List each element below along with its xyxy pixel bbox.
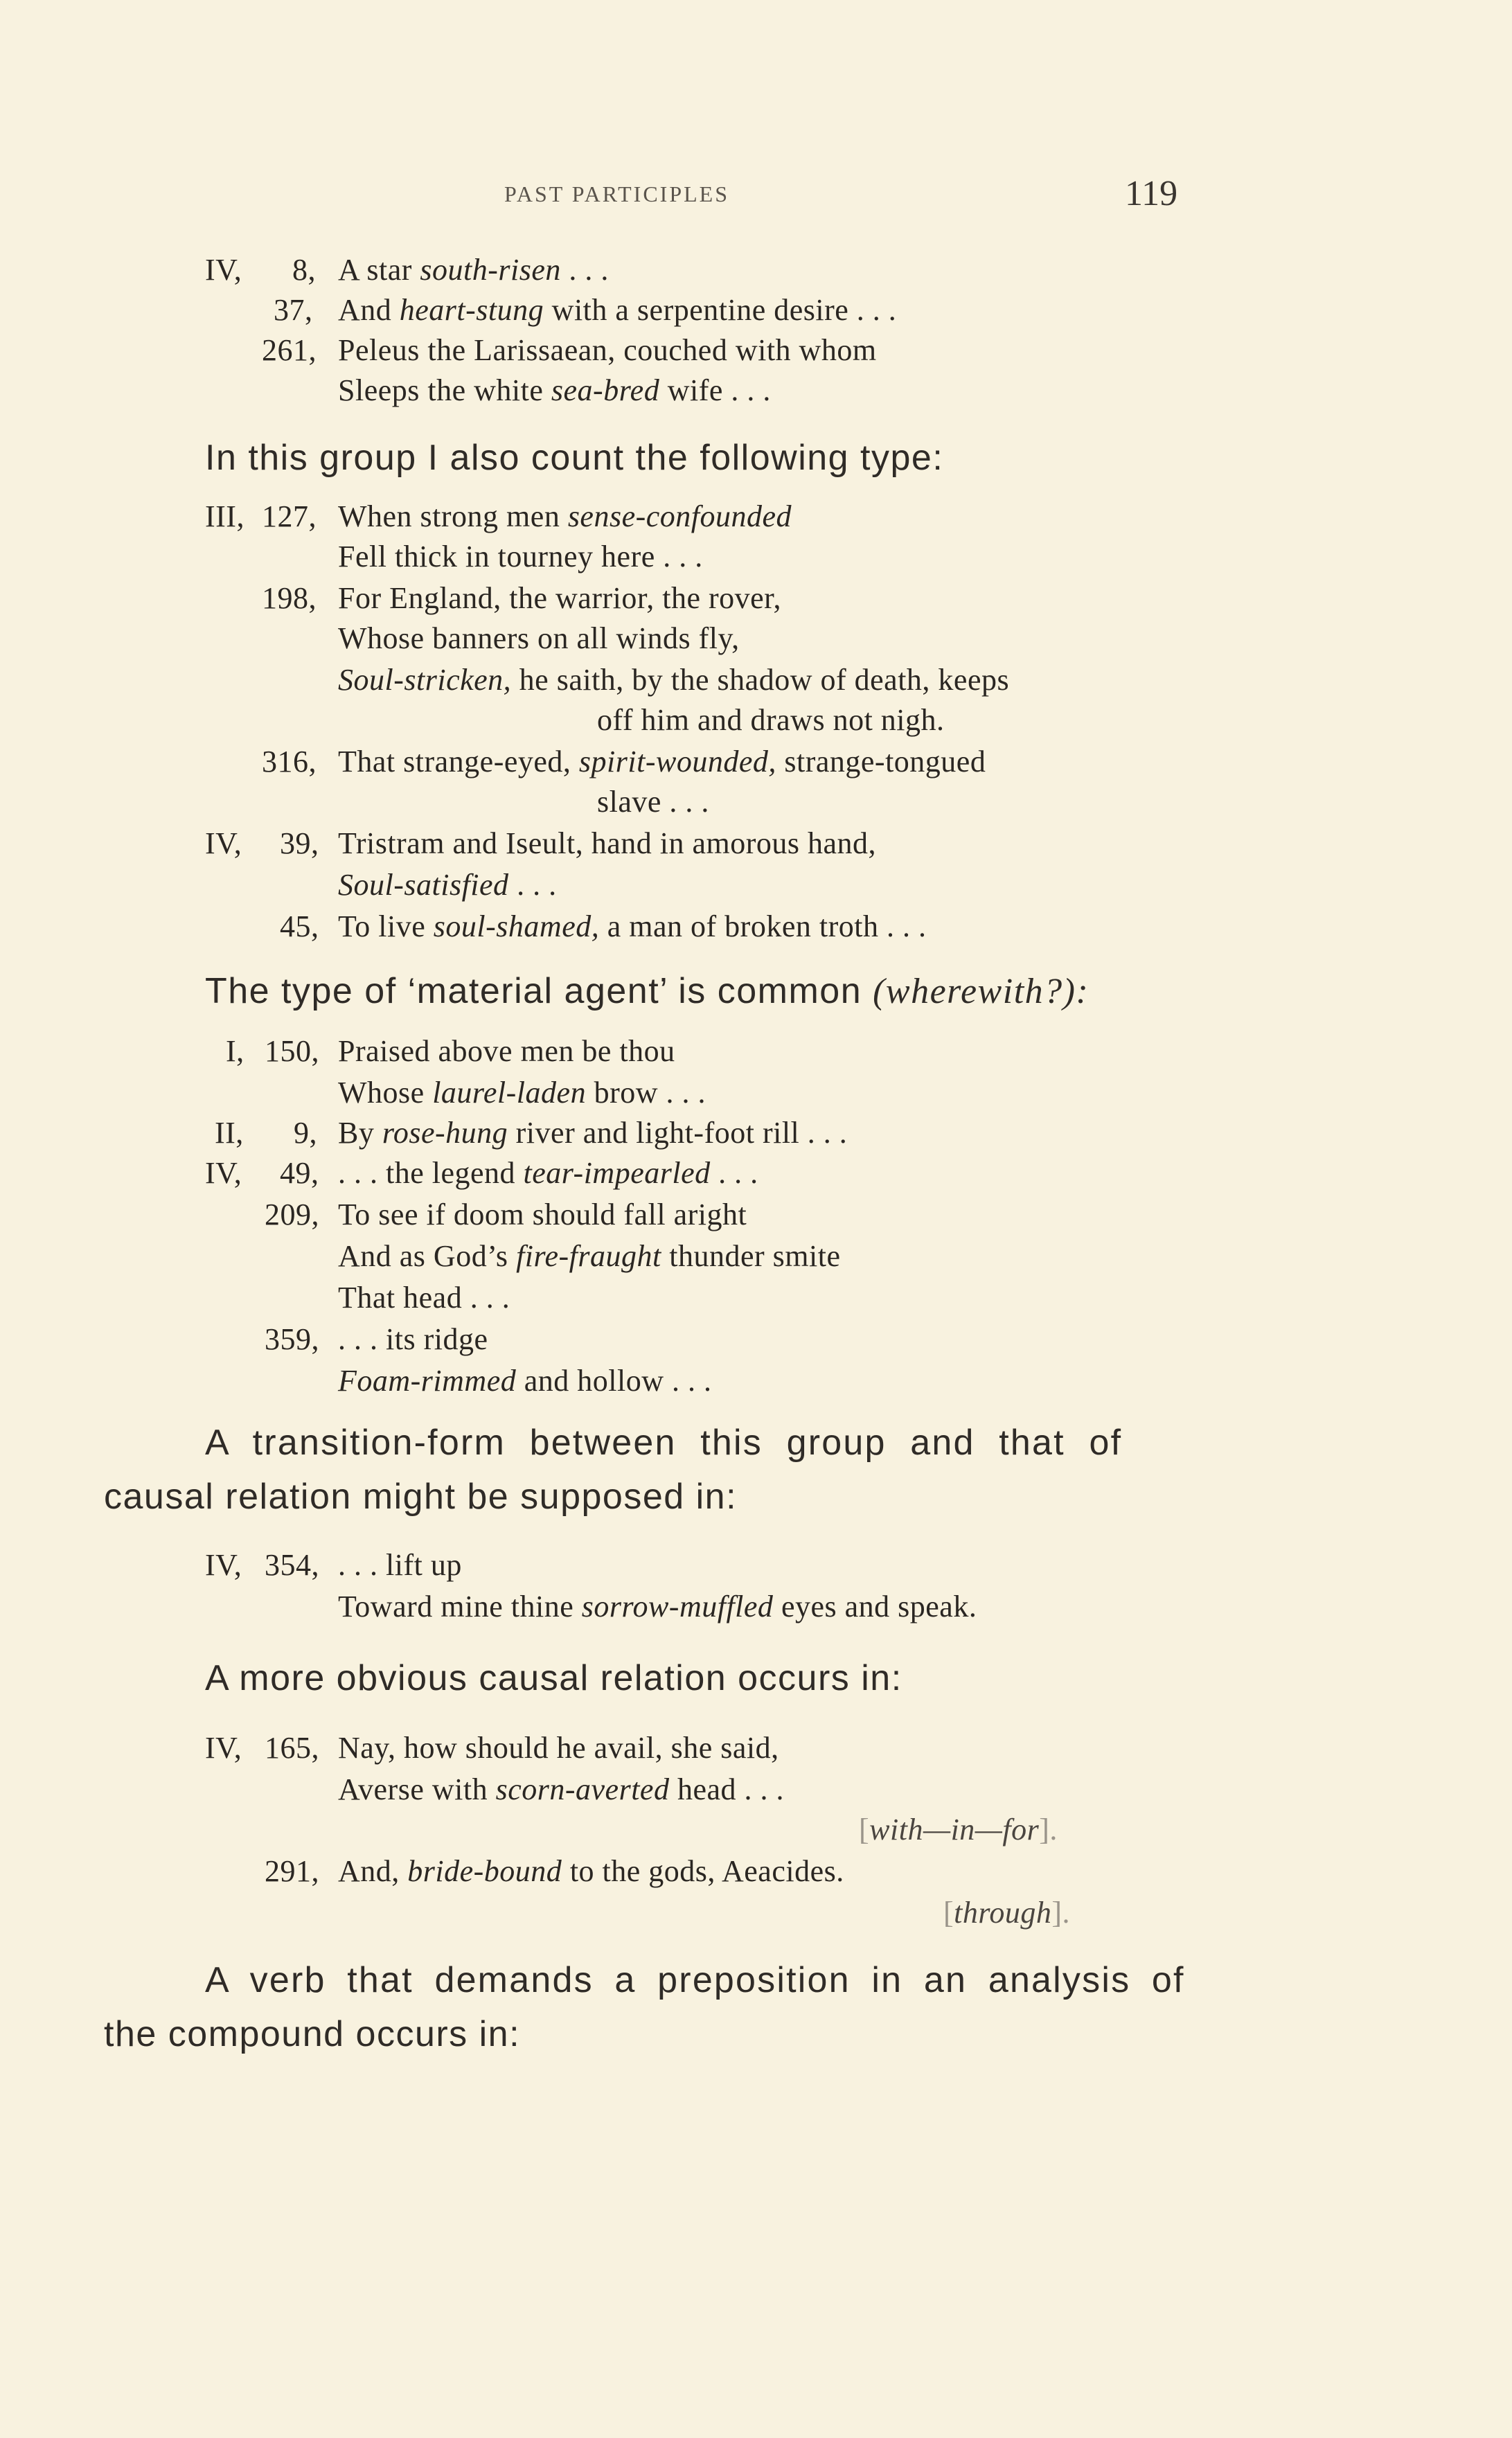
quote-line: . . . the legend tear-impearled . . . — [338, 1156, 758, 1190]
citation-line — [205, 1154, 242, 1193]
citation-line — [274, 291, 313, 330]
citation-line — [280, 1154, 319, 1193]
compound-word: fire-fraught — [516, 1239, 661, 1273]
prose-line: A verb that demands a preposition in an analysis of — [205, 1960, 1185, 2000]
quote-line: To live soul-shamed, a man of broken troth . . . — [338, 909, 927, 943]
book-ref: I, — [226, 1034, 244, 1068]
quote-line: When strong men sense-confounded — [338, 499, 792, 533]
compound-word: sense-confounded — [567, 499, 792, 533]
citation-line — [205, 251, 242, 290]
citation-line — [226, 1032, 244, 1071]
line-ref: 8, — [292, 253, 316, 287]
quote-line: off him and draws not nigh. — [597, 703, 945, 737]
citation-line — [265, 1195, 319, 1234]
citation-line — [205, 497, 244, 536]
gloss-note: [with—in—for]. — [859, 1813, 1058, 1847]
compound-word: heart-stung — [399, 293, 544, 327]
quote-line: . . . its ridge — [338, 1322, 488, 1356]
compound-word: sea-bred — [551, 373, 660, 407]
line-ref: 165, — [265, 1731, 319, 1765]
citation-line — [205, 1729, 242, 1768]
running-header: PAST PARTICIPLES — [504, 181, 730, 206]
line-ref: 261, — [262, 333, 317, 367]
book-ref: IV, — [205, 1548, 242, 1582]
quote-line: And, bride-bound to the gods, Aeacides. — [338, 1854, 844, 1888]
quote-line: Fell thick in tourney here . . . — [338, 540, 703, 573]
line-ref: 359, — [265, 1322, 319, 1356]
citation-line — [294, 1114, 317, 1153]
book-ref: IV, — [205, 253, 242, 287]
citation-line — [205, 824, 242, 863]
compound-word: bride-bound — [407, 1854, 562, 1888]
book-ref: III, — [205, 499, 244, 533]
quote-line: Foam-rimmed and hollow . . . — [338, 1364, 712, 1398]
quote-line: Whose banners on all winds fly, — [338, 621, 740, 655]
compound-word: rose-hung — [382, 1116, 508, 1150]
quote-line: Praised above men be thou — [338, 1034, 675, 1068]
compound-word: south-risen — [420, 253, 561, 287]
line-ref: 354, — [265, 1548, 319, 1582]
citation-line — [280, 907, 319, 946]
line-ref: 198, — [262, 581, 317, 615]
quote-line: By rose-hung river and light-foot rill . . . — [338, 1116, 848, 1150]
quote-line: Whose laurel-laden brow . . . — [338, 1076, 706, 1110]
citation-line — [265, 1729, 319, 1768]
page-number: 119 — [1125, 174, 1178, 213]
quote-line: slave . . . — [597, 785, 709, 819]
citation-line — [265, 1320, 319, 1359]
quote-line: And heart-stung with a serpentine desire . . . — [338, 293, 897, 327]
quote-line: Sleeps the white sea-bred wife . . . — [338, 373, 771, 407]
line-ref: 45, — [280, 909, 319, 943]
citation-line — [265, 1546, 319, 1585]
line-ref: 49, — [280, 1156, 319, 1190]
prose-emphasis: (wherewith?): — [873, 972, 1089, 1011]
compound-word: Foam-rimmed — [338, 1364, 517, 1398]
citation-line — [205, 1546, 242, 1585]
line-ref: 127, — [262, 499, 317, 533]
prose-line: the compound occurs in: — [104, 2014, 521, 2054]
line-ref: 37, — [274, 293, 313, 327]
compound-word: scorn-averted — [495, 1772, 670, 1806]
citation-line — [265, 1032, 319, 1071]
quote-line: . . . lift up — [338, 1548, 462, 1582]
quote-line: That strange-eyed, spirit-wounded, strange-tongued — [338, 745, 986, 778]
citation-line — [262, 497, 317, 536]
citation-line — [280, 824, 319, 863]
quote-line: Nay, how should he avail, she said, — [338, 1731, 779, 1765]
quote-line: Soul-stricken, he saith, by the shadow of death, keeps — [338, 663, 1010, 697]
quote-line: That head . . . — [338, 1281, 510, 1315]
prose-line: A more obvious causal relation occurs in: — [205, 1658, 902, 1698]
prose-line: A transition-form between this group and that of — [205, 1423, 1123, 1463]
quote-line: Tristram and Iseult, hand in amorous hand, — [338, 826, 877, 860]
compound-word: soul-shamed, — [433, 909, 600, 943]
citation-line — [265, 1852, 319, 1891]
quote-line: And as God’s fire-fraught thunder smite — [338, 1239, 841, 1273]
compound-word: Soul-satisfied — [338, 868, 509, 902]
prose-line: In this group I also count the following type: — [205, 438, 944, 478]
quote-line: To see if doom should fall aright — [338, 1198, 747, 1231]
book-ref: IV, — [205, 826, 242, 860]
line-ref: 150, — [265, 1034, 319, 1068]
quote-line: Peleus the Larissaean, couched with whom — [338, 333, 877, 367]
quote-line: Averse with scorn-averted head . . . — [338, 1772, 785, 1806]
line-ref: 291, — [265, 1854, 319, 1888]
citation-line — [292, 251, 316, 290]
compound-word: laurel-laden — [432, 1076, 587, 1110]
gloss-note: [through]. — [943, 1896, 1071, 1930]
prose-line: The type of ‘material agent’ is common (wherewith?): — [205, 971, 1089, 1011]
citation-line — [262, 579, 317, 618]
quote-line: Toward mine thine sorrow-muffled eyes and speak. — [338, 1590, 977, 1623]
book-ref: II, — [215, 1116, 244, 1150]
line-ref: 39, — [280, 826, 319, 860]
prose-line: causal relation might be supposed in: — [104, 1477, 738, 1517]
quote-line: A star south-risen . . . — [338, 253, 609, 287]
compound-word: spirit-wounded, — [578, 745, 776, 778]
book-ref: IV, — [205, 1731, 242, 1765]
citation-line — [262, 331, 317, 370]
line-ref: 9, — [294, 1116, 317, 1150]
book-ref: IV, — [205, 1156, 242, 1190]
citation-line — [215, 1114, 244, 1153]
line-ref: 209, — [265, 1198, 319, 1231]
quote-line: For England, the warrior, the rover, — [338, 581, 782, 615]
compound-word: sorrow-muffled — [581, 1590, 774, 1623]
citation-line — [262, 742, 317, 781]
compound-word: Soul-stricken, — [338, 663, 512, 697]
line-ref: 316, — [262, 745, 317, 778]
quote-line: Soul-satisfied . . . — [338, 868, 557, 902]
compound-word: tear-impearled — [523, 1156, 711, 1190]
